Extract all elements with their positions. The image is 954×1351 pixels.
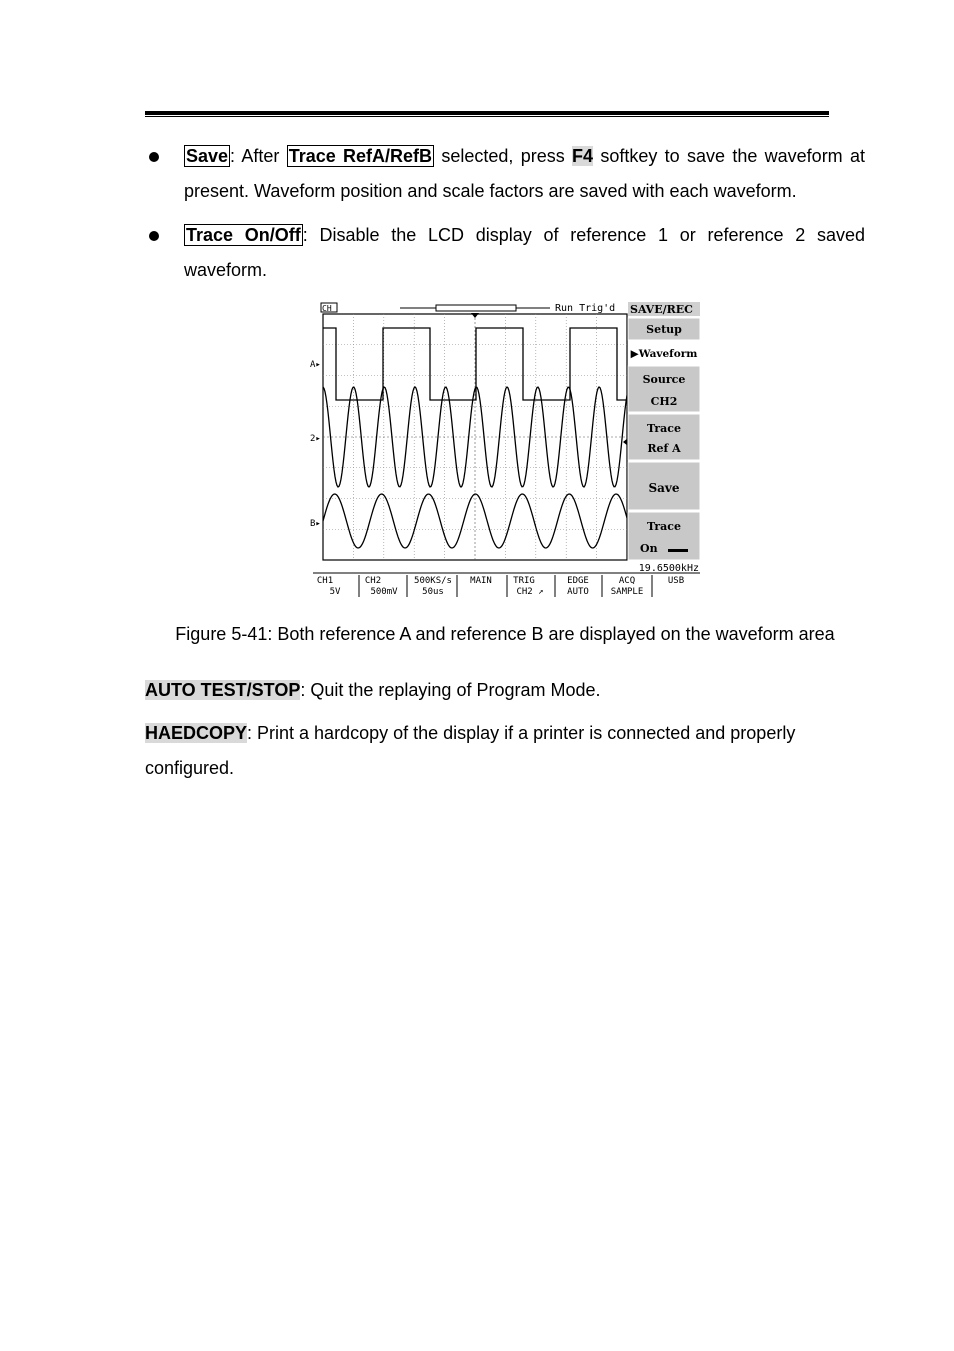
status-ch-label: CH [322,304,332,313]
svg-text:Save: Save [648,481,680,495]
bottom-rate-top: 500KS/s [414,576,452,586]
oscilloscope-screen [310,300,702,600]
svg-text:Setup: Setup [646,323,682,336]
bottom-acq-bottom: SAMPLE [610,587,644,597]
bottom-ch2-top: CH2 [364,576,382,586]
figure-caption: Figure 5-41: Both reference A and reference B are displayed on the waveform area [175,624,835,644]
svg-text:▶Waveform: ▶Waveform [630,348,698,360]
menu-source[interactable] [628,366,700,412]
bullet-dot [149,231,159,241]
svg-text:Trace: Trace [646,422,682,435]
trace-onoff-term: Trace On/Off [186,225,301,245]
menu-title: SAVE/REC [630,303,693,316]
marker-a: A▸ [310,360,321,370]
svg-text:CH2: CH2 [650,395,678,408]
svg-text:Source: Source [642,373,686,386]
save-term: Save [186,146,229,166]
menu-setup[interactable] [628,318,700,340]
bottom-edge-top: EDGE [567,576,589,586]
bottom-trig-bottom: CH2 ↗ [516,587,544,597]
menu-trace-ref[interactable] [628,414,700,460]
menu-waveform[interactable] [628,342,700,364]
hardcopy-key: HAEDCOPY [145,723,248,743]
bullet-save: Save : After Trace RefA/RefB selected, press F4 softkey to save the waveform at present. Waveform position and scale factors are saved with each waveform. [184,146,866,201]
paragraph-hardcopy: HAEDCOPY: Print a hardcopy of the display if a printer is connected and properly configured. [145,723,796,778]
svg-text:On: On [640,542,658,555]
paragraph-auto-test: AUTO TEST/STOP: Quit the replaying of Program Mode. [145,680,601,700]
header-rule-thin [145,116,829,117]
bullet-trace-onoff: Trace On/Off : Disable the LCD display of reference 1 or reference 2 saved waveform. [184,225,866,280]
trace-ref-term: Trace RefA/RefB [288,146,433,166]
menu-trace-on[interactable] [628,512,700,560]
bottom-ch2-bottom: 500mV [370,587,398,597]
bottom-trig-top: TRIG [513,576,535,586]
status-run: Run Trig'd [555,303,616,314]
header-rule [145,111,829,115]
bottom-ch1-top: CH1 [316,576,334,586]
menu-save[interactable] [628,462,700,510]
bottom-edge-bottom: AUTO [567,587,589,597]
svg-text:Ref A: Ref A [647,442,681,455]
bottom-acq-top: ACQ [618,576,636,586]
bottom-usb: USB [667,576,685,586]
bottom-ch1-bottom: 5V [329,587,341,597]
f4-key: F4 [572,146,594,166]
frequency-readout: 19.6500kHz [638,563,699,574]
marker-b: B▸ [310,519,321,529]
marker-ch2: 2▸ [310,434,321,444]
bullet-dot [149,152,159,162]
bottom-rate-bottom: 50us [422,587,444,597]
bottom-main: MAIN [470,576,492,586]
svg-text:Trace: Trace [646,520,682,533]
auto-test-key: AUTO TEST/STOP [145,680,301,700]
